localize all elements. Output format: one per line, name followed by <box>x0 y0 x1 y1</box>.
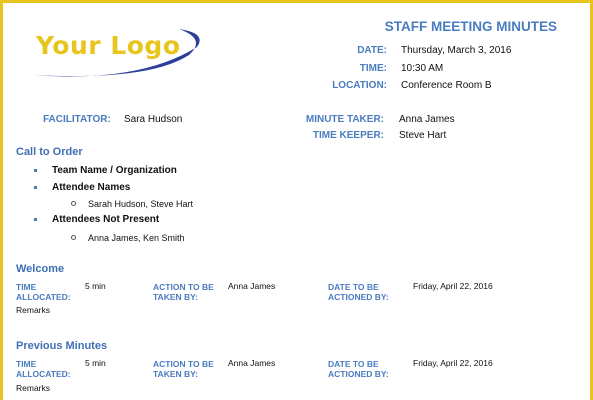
time-allocated-value: 5 min <box>85 281 106 291</box>
date-value: Thursday, March 3, 2016 <box>401 45 512 56</box>
date-actioned-by-label: DATE TO BE ACTIONED BY: <box>328 359 389 379</box>
date-label: DATE: <box>357 45 387 56</box>
location-label: LOCATION: <box>332 80 387 91</box>
action-taken-by-label: ACTION TO BE TAKEN BY: <box>153 282 214 302</box>
list-item: Attendee Names <box>52 182 131 193</box>
time-value: 10:30 AM <box>401 63 444 74</box>
time-keeper-value: Steve Hart <box>399 130 447 141</box>
action-taken-by-value: Anna James <box>228 358 276 368</box>
remarks-label: Remarks <box>16 383 51 393</box>
bullet-square-icon <box>34 186 37 189</box>
list-item: Attendees Not Present <box>52 214 160 225</box>
page-title: STAFF MEETING MINUTES <box>384 19 557 34</box>
date-actioned-by-value: Friday, April 22, 2016 <box>413 358 493 368</box>
list-item: Team Name / Organization <box>52 165 177 176</box>
time-label: TIME: <box>359 63 387 74</box>
facilitator-label: FACILITATOR: <box>43 114 111 125</box>
logo-text: Your Logo <box>36 31 181 60</box>
bullet-square-icon <box>34 169 37 172</box>
time-allocated-value: 5 min <box>85 358 106 368</box>
bullet-circle-icon <box>71 235 76 240</box>
sub-list-item: Sarah Hudson, Steve Hart <box>88 199 194 209</box>
action-taken-by-label: ACTION TO BE TAKEN BY: <box>153 359 214 379</box>
minute-taker-value: Anna James <box>399 114 455 125</box>
minute-taker-label: MINUTE TAKER: <box>305 114 384 125</box>
time-keeper-label: TIME KEEPER: <box>312 130 384 141</box>
bullet-circle-icon <box>71 201 76 206</box>
welcome-heading: Welcome <box>16 263 65 275</box>
sub-list-item: Anna James, Ken Smith <box>88 233 185 243</box>
action-taken-by-value: Anna James <box>228 281 276 291</box>
time-allocated-label: TIME ALLOCATED: <box>16 359 71 379</box>
date-actioned-by-value: Friday, April 22, 2016 <box>413 281 493 291</box>
date-actioned-by-label: DATE TO BE ACTIONED BY: <box>328 282 389 302</box>
bullet-square-icon <box>34 218 37 221</box>
remarks-label: Remarks <box>16 305 51 315</box>
location-value: Conference Room B <box>401 80 492 91</box>
document-page <box>3 3 590 400</box>
previous-minutes-heading: Previous Minutes <box>16 340 108 352</box>
time-allocated-label: TIME ALLOCATED: <box>16 282 71 302</box>
facilitator-value: Sara Hudson <box>124 114 183 125</box>
call-to-order-heading: Call to Order <box>16 146 83 158</box>
